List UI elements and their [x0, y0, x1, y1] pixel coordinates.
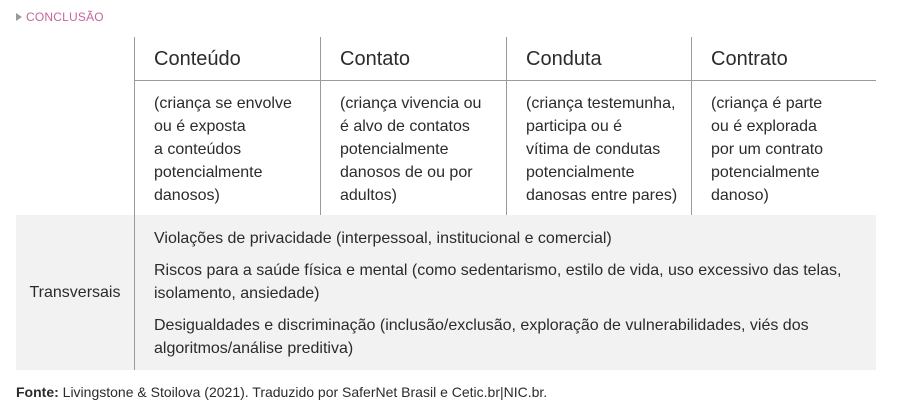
description-line: potencialmente — [526, 164, 635, 181]
header-label: Conteúdo — [154, 48, 241, 70]
description-line: danosos de ou por — [340, 164, 473, 181]
description-line: danoso) — [711, 187, 769, 204]
description-line: (criança é parte — [711, 95, 823, 112]
table-header-row — [134, 37, 876, 81]
description-line: participa ou é — [526, 118, 623, 135]
header-label: Conduta — [526, 48, 602, 70]
header-cell-conduta — [506, 37, 691, 80]
transversal-item-health — [154, 259, 876, 305]
description-cell-conduta — [506, 80, 691, 215]
description-line: (criança testemunha, — [526, 95, 676, 112]
description-line: danosos) — [154, 187, 220, 204]
description-cell-conteudo — [134, 80, 320, 215]
section-tag-label: CONCLUSÃO — [26, 10, 104, 24]
header-label: Contato — [340, 48, 411, 70]
source-text: Livingstone & Stoilova (2021). Traduzido por SaferNet Brasil e Cetic.br|NIC.br. — [58, 384, 548, 400]
description-line: é alvo de contatos — [340, 118, 470, 135]
description-line: a conteúdos — [154, 141, 242, 158]
description-cell-contrato — [691, 80, 876, 215]
description-cell-contato — [320, 80, 506, 215]
source-note — [16, 384, 547, 400]
description-line: ou é explorada — [711, 118, 817, 135]
description-line: adultos) — [340, 187, 397, 204]
section-tag — [16, 10, 104, 24]
description-line: potencialmente — [154, 164, 263, 181]
description-line: por um contrato — [711, 141, 824, 158]
transversal-label: Transversais — [29, 283, 121, 301]
description-line: potencialmente — [711, 164, 820, 181]
transversal-items — [134, 215, 876, 370]
header-cell-conteudo — [134, 37, 320, 80]
description-line: (criança se envolve — [154, 95, 292, 112]
source-label: Fonte: — [16, 384, 59, 400]
transversal-section — [16, 215, 876, 370]
transversal-line: Riscos para a saúde física e mental (como sedentarismo, estilo de vida, uso excessivo das telas, — [154, 262, 842, 279]
transversal-line: Desigualdades e discriminação (inclusão/exclusão, exploração de vulnerabilidades, viés dos — [154, 317, 809, 334]
transversal-line: isolamento, ansiedade) — [154, 285, 320, 302]
transversal-item-inequality — [154, 314, 876, 360]
description-line: potencialmente — [340, 141, 449, 158]
description-line: vítima de condutas — [526, 141, 661, 158]
transversal-line: Violações de privacidade (interpessoal, institucional e comercial) — [154, 230, 612, 247]
header-label: Contrato — [711, 48, 788, 70]
transversal-item-privacy — [154, 227, 876, 250]
header-cell-contrato — [691, 37, 876, 80]
table-description-row — [134, 80, 876, 215]
description-line: danosas entre pares) — [526, 187, 678, 204]
description-line: ou é exposta — [154, 118, 246, 135]
triangle-icon — [16, 13, 22, 21]
header-cell-contato — [320, 37, 506, 80]
transversal-line: algoritmos/análise preditiva) — [154, 340, 354, 357]
description-line: (criança vivencia ou — [340, 95, 482, 112]
